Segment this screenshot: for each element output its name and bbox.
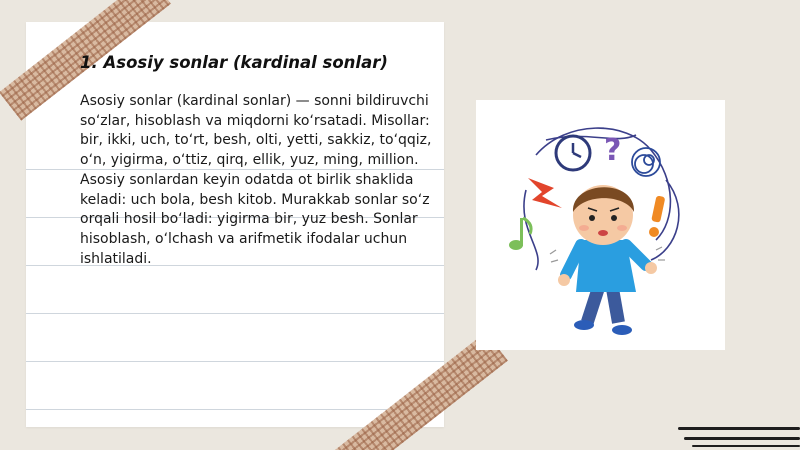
clock-icon xyxy=(556,136,590,170)
confused-boy-icon xyxy=(476,100,725,350)
slide-title: 1. Asosiy sonlar (kardinal sonlar) xyxy=(80,53,388,72)
slide-body-text: Asosiy sonlar (kardinal sonlar) — sonni bildiruvchi so‘zlar, hisoblash va miqdorni ko‘rsatadi. Misollar: bir, ikki, uch, to‘rt, besh, olti, yetti, sakkiz, to‘qqiz, o‘n, yigirma, o‘ttiz, qirq, ellik, yuz, ming, million. Asosiy sonlardan keyin odatda ot birlik shaklida keladi: uch bola, besh kitob. Murakkab sonlar so‘z orqali hosil bo‘ladi: yigirma bir, yuz besh. Sonlar hisoblash, o‘lchash va arifmetik ifodalar uchun ishlatiladi. xyxy=(80,93,432,267)
illustration-card xyxy=(476,100,725,350)
decorative-line-2 xyxy=(684,437,800,440)
music-note-icon xyxy=(509,218,531,250)
boy-figure xyxy=(558,185,657,335)
decorative-line-1 xyxy=(678,427,800,430)
scribble-ball-icon xyxy=(632,148,660,176)
question-mark-icon: ? xyxy=(604,133,622,168)
lightning-icon xyxy=(528,178,562,208)
decorative-line-3 xyxy=(692,445,800,447)
